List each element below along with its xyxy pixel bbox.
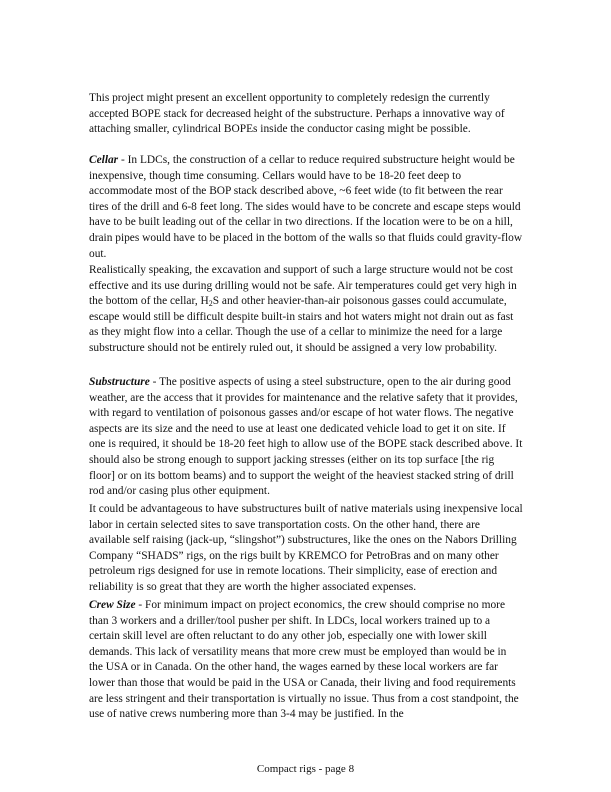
paragraph-text: - In LDCs, the construction of a cellar to reduce required substructure height would be inexpensive, though time consuming. Cellars would have to be 18-20 feet deep to accommodate most of the BOP stack described above, ~6 feet wide (to fit between the rear tires of the drill and 6-8 feet long. The sides would have to be concrete and escape steps would have to be built leading out of the cellar in two directions. If the location were to be on a hill, drain pipes would have to be placed in the bottom of the walls so that fluids could gravity-flow out. [89, 154, 523, 260]
paragraph-cellar-realism [89, 263, 523, 357]
paragraph-bope-intro [89, 91, 523, 138]
section-heading-cellar: Cellar [89, 154, 119, 166]
paragraph-substructure [89, 375, 523, 500]
paragraph-text: - For minimum impact on project economics, the crew should comprise no more than 3 workers and a driller/tool pusher per shift. In LDCs, local workers trained up to a certain skill level are often reluctant to do any other job, especially one with lower skill demands. This lack of versatility means that more crew must be employed than would be in the USA or in Canada. On the other hand, the wages earned by these local workers are far lower than those that would be paid in the USA or Canada, their living and food requirements are less stringent and their transportation is virtually no issue. Thus from a cost standpoint, the use of native crews numbering more than 3-4 may be justified. In the [89, 599, 519, 721]
paragraph-crew-size [89, 598, 523, 723]
paragraph-native-substructures [89, 502, 523, 596]
paragraph-cellar [89, 153, 523, 262]
page-footer: Compact rigs - page 8 [256, 763, 355, 775]
paragraph-text: It could be advantageous to have substructures built of native materials using inexpensive local labor in certain selected sites to save transportation costs. On the other hand, there are available self raising (jack-up, “slingshot”) substructures, like the ones on the Nabors Drilling Company “SHADS” rigs, on the rigs built by KREMCO for PetroBras and on many other petroleum rigs designed for use in remote locations. Their simplicity, ease of erection and reliability is so great that they are worth the higher associated expenses. [89, 503, 523, 593]
paragraph-text: This project might present an excellent opportunity to completely redesign the currently accepted BOPE stack for decreased height of the substructure. Perhaps a innovative way of attaching smaller, cylindrical BOPEs inside the conductor casing might be possible. [89, 92, 505, 136]
paragraph-text: Realistically speaking, the excavation and support of such a large structure would not be cost effective and its use during drilling would not be safe. Air temperatures could get very high in the bottom of the cellar, H [89, 264, 517, 308]
paragraph-text: - The positive aspects of using a steel substructure, open to the air during good weather, are the access that it provides for maintenance and the relative safety that it provides, with regard to ventilation of poisonous gasses and/or escape of hot water flows. The negative aspects are its size and the need to use at least one dedicated vehicle load to get it on site. If one is required, it should be 18-20 feet high to allow use of the BOPE stack described above. It should also be strong enough to support jacking stresses (either on its top surface [the rig floor] or on its bottom beams) and to support the weight of the heaviest stacked string of drill rod and/or casing plus other equipment. [89, 376, 523, 498]
section-heading-crew-size: Crew Size [89, 599, 136, 611]
section-heading-substructure: Substructure [89, 376, 150, 388]
paragraph-text-cont: S and other heavier-than-air poisonous gasses could accumulate, escape would still be difficult despite built-in stairs and hot waters might not drain out as fast as they might flow into a cellar. Though the use of a cellar to minimize the need for a large substructure should not be entirely ruled out, it should be assigned a very low probability. [89, 295, 514, 354]
subscript-2: 2 [208, 299, 213, 309]
